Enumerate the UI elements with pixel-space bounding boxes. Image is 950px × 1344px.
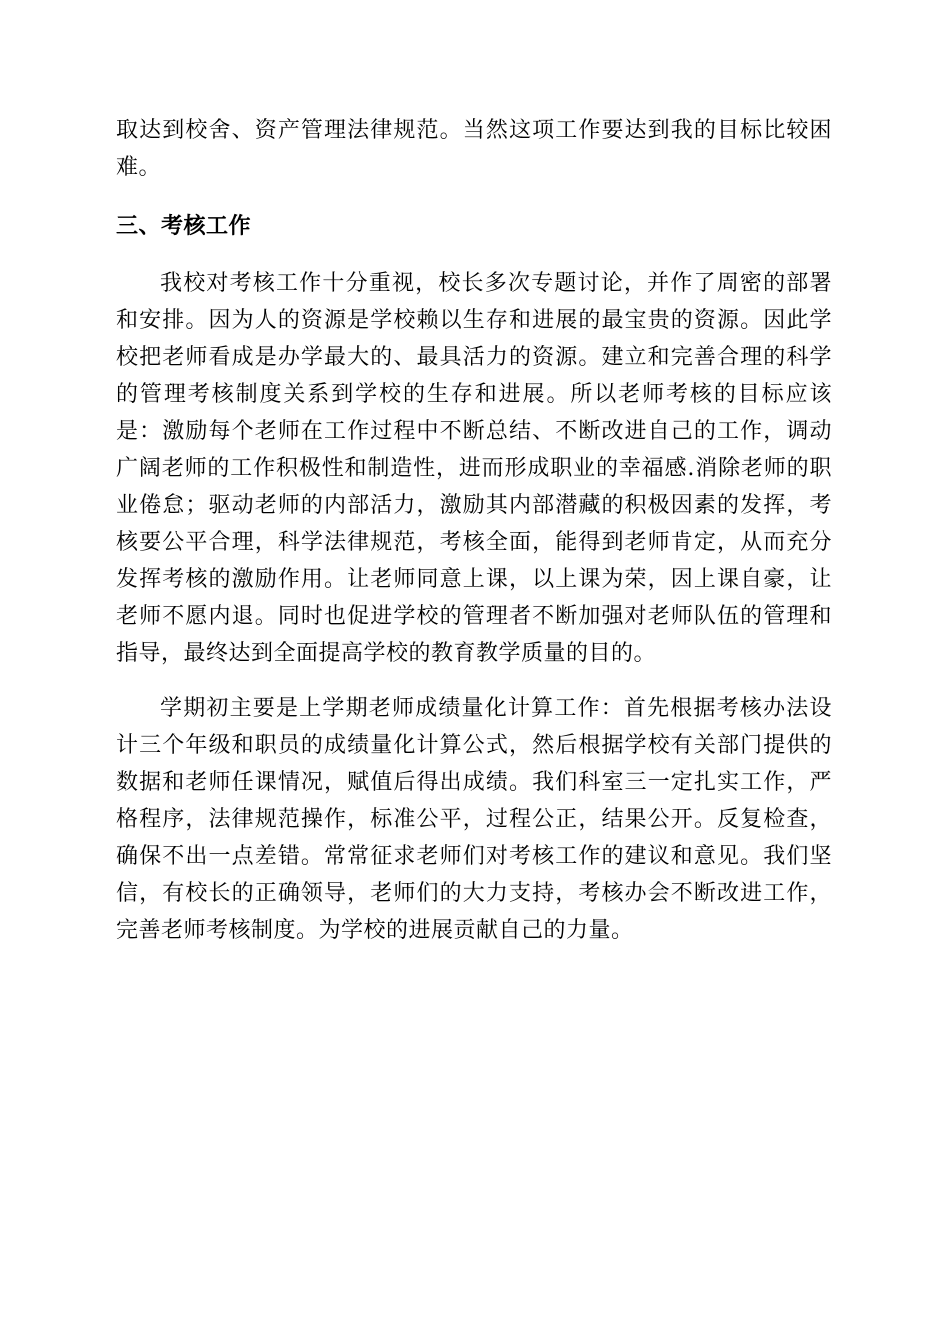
body-paragraph-1: 我校对考核工作十分重视，校长多次专题讨论，并作了周密的部署和安排。因为人的资源是学校赖以生存和进展的最宝贵的资源。因此学校把老师看成是办学最大的、最具活力的资源。建立和完善合理的科学的管理考核制度关系到学校的生存和进展。所以老师考核的目标应该是：激励每个老师在工作过程中不断总结、不断改进自己的工作，调动广阔老师的工作积极性和制造性，进而形成职业的幸福感.消除老师的职业倦怠；驱动老师的内部活力，激励其内部潜藏的积极因素的发挥，考核要公平合理，科学法律规范，考核全面，能得到老师肯定，从而充分发挥考核的激励作用。让老师同意上课，以上课为荣，因上课自豪，让老师不愿内退。同时也促进学校的管理者不断加强对老师队伍的管理和指导，最终达到全面提高学校的教育教学质量的目的。 [116, 271, 832, 666]
document-page [116, 112, 832, 949]
section-heading: 三、考核工作 [116, 214, 252, 239]
body-paragraph-2: 学期初主要是上学期老师成绩量化计算工作：首先根据考核办法设计三个年级和职员的成绩量化计算公式，然后根据学校有关部门提供的数据和老师任课情况，赋值后得出成绩。我们科室三一定扎实工作，严格程序，法律规范操作，标准公平，过程公正，结果公开。反复检查，确保不出一点差错。常常征求老师们对考核工作的建议和意见。我们坚信，有校长的正确领导，老师们的大力支持，考核办会不断改进工作，完善老师考核制度。为学校的进展贡献自己的力量。 [116, 696, 832, 943]
intro-paragraph: 取达到校舍、资产管理法律规范。当然这项工作要达到我的目标比较困难。 [116, 118, 832, 180]
